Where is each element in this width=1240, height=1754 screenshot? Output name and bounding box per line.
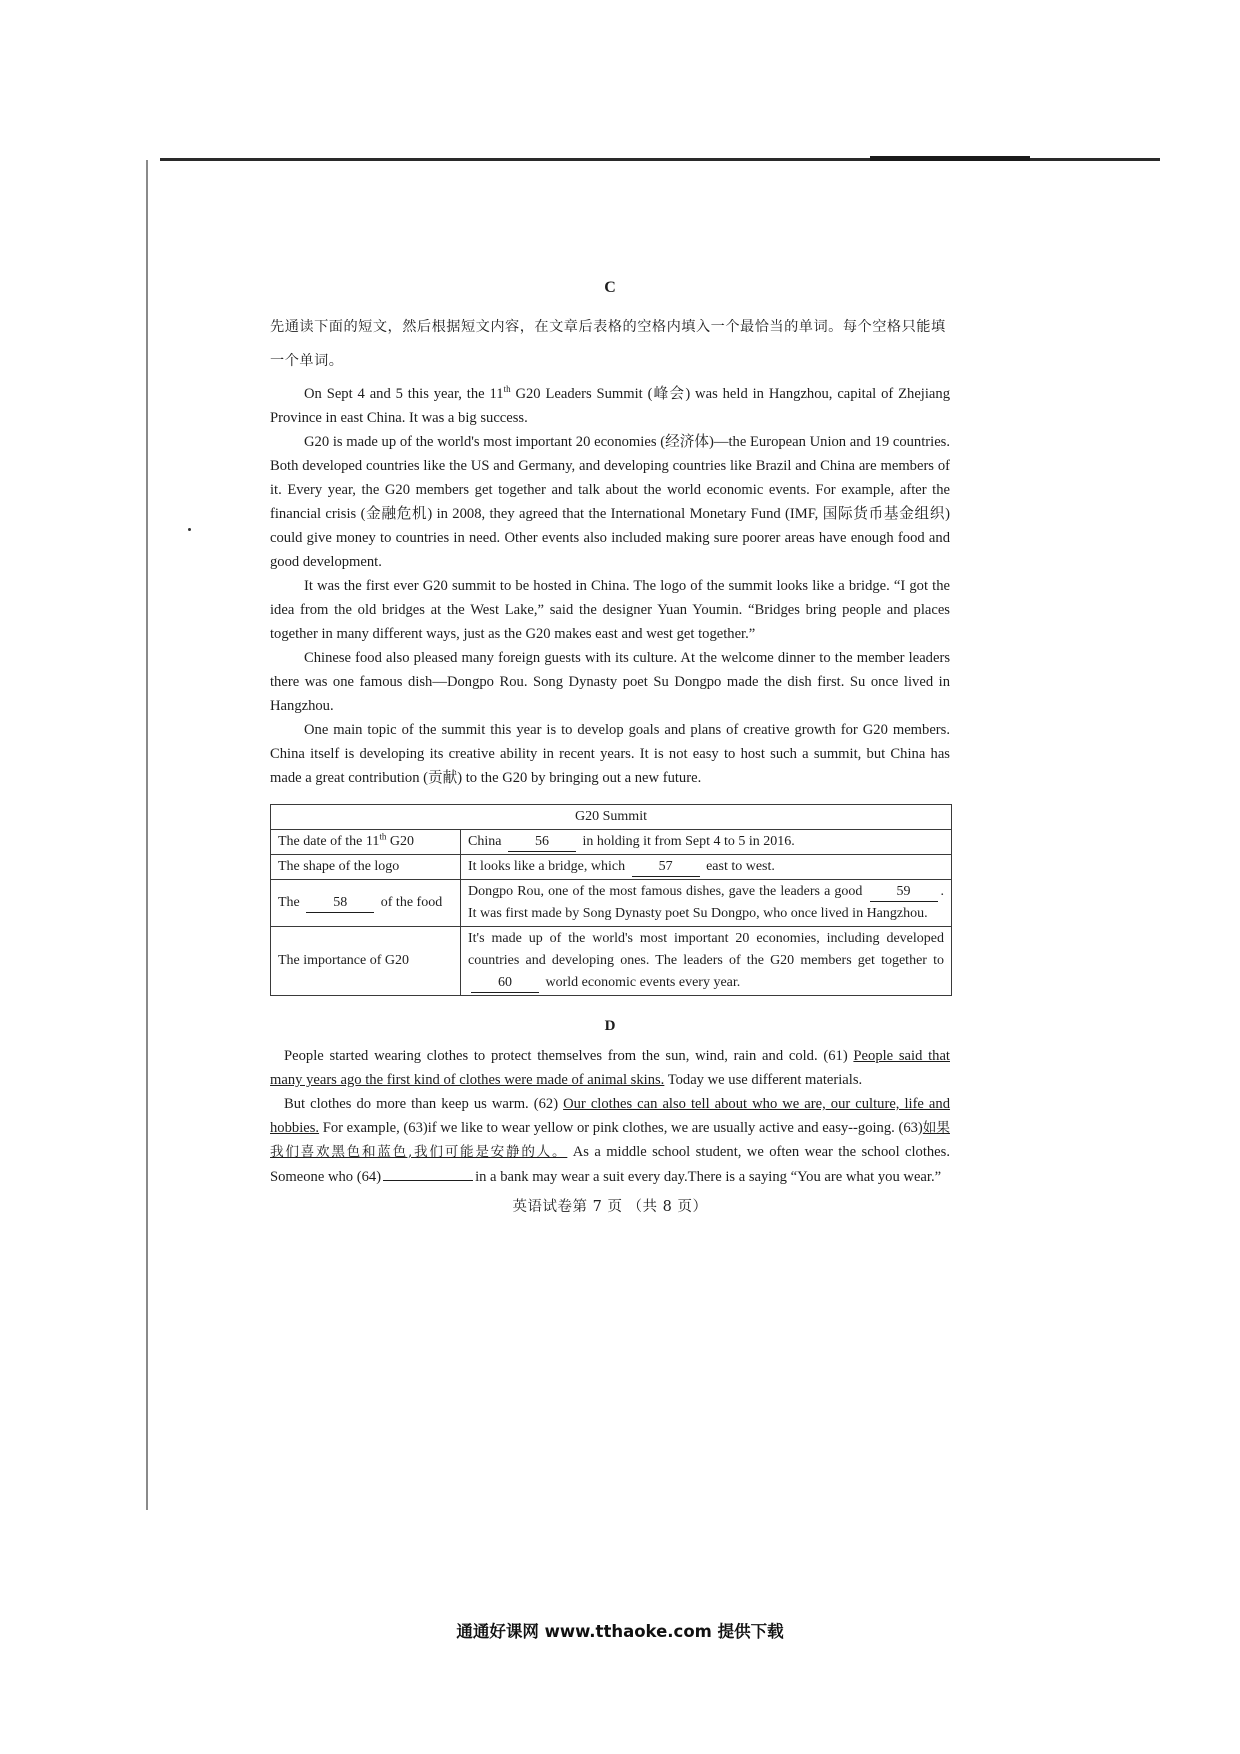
exam-page-content: [270, 276, 950, 1219]
passage-d-paragraph-2: [270, 1092, 950, 1189]
table-title: G20 Summit: [271, 805, 952, 830]
g20-summit-table: [270, 804, 952, 996]
row-label-date: [271, 830, 461, 855]
p1-superscript: th: [503, 384, 511, 395]
answer-blank-58[interactable]: 58: [306, 894, 374, 913]
d-p2-text-d: in a bank may wear a suit every day.There is a saying “You are what you wear.”: [475, 1169, 942, 1185]
section-d-title: D: [604, 1018, 616, 1034]
answer-blank-64[interactable]: [383, 1164, 473, 1181]
d-p1-text-b: Today we use different materials.: [667, 1072, 863, 1088]
row-label-food: [271, 880, 461, 927]
d-p2-text-b: For example, (63)if we like to wear yellow or pink clothes, we are usually active and easy--going. (63): [322, 1120, 923, 1136]
passage-c-paragraph-5: One main topic of the summit this year is to develop goals and plans of creative growth for G20 members. China itself is developing its creative ability in recent years. It is not easy to host such a summit, but China has made a great contribution (贡献) to the G20 by bringing out a new future.: [270, 722, 950, 786]
p1-text-a: On Sept 4 and 5 this year, the 11: [304, 386, 504, 402]
row-content-logo: [461, 855, 952, 880]
translate-sentence-62: Our clothes can also tell about who we are, our culture, life and hobbies.: [270, 1096, 951, 1136]
passage-c-paragraph-1: [270, 382, 950, 430]
margin-dot: [188, 528, 191, 531]
table-row: [271, 855, 952, 880]
label-text: The: [278, 895, 300, 910]
translate-sentence-63: 如果我们喜欢黑色和蓝色,我们可能是安静的人。: [270, 1120, 950, 1160]
cell-text: . It was first made by Song Dynasty poet Su Dongpo, who once lived in Hangzhou.: [468, 884, 945, 921]
label-text: The date of the 11: [278, 834, 380, 849]
header-rule-thick: [870, 156, 1030, 161]
cell-text: It's made up of the world's most important 20 economies, including developed countries and developing ones. The leaders of the G20 members get together to: [468, 931, 944, 968]
cell-text: world economic events every year.: [545, 975, 741, 990]
row-label-logo: The shape of the logo: [271, 855, 461, 880]
row-content-food: [461, 880, 952, 927]
cell-text: in holding it from Sept 4 to 5 in 2016.: [582, 834, 795, 849]
passage-c-paragraph-2: G20 is made up of the world's most important 20 economies (经济体)—the European Union and 19 countries. Both developed countries like the US and Germany, and developing countries like Brazil and China are members of it. Every year, the G20 members get together and talk about the world economic events. For example, after the financial crisis (金融危机) in 2008, they agreed that the International Monetary Fund (IMF, 国际货币基金组织) could give money to countries in need. Other events also included making sure poorer areas have enough food and good development.: [270, 434, 950, 570]
label-text: of the food: [380, 895, 443, 910]
passage-d-paragraph-1: [270, 1044, 950, 1092]
table-row: [271, 830, 952, 855]
answer-blank-57[interactable]: 57: [632, 858, 700, 877]
cell-text: China: [468, 834, 502, 849]
answer-blank-56[interactable]: 56: [508, 833, 576, 852]
cell-text: Dongpo Rou, one of the most famous dishes, gave the leaders a good: [468, 884, 863, 899]
binding-margin-line: [146, 160, 148, 1510]
d-p2-text: But clothes do more than keep us warm. (62): [284, 1096, 559, 1112]
passage-c-paragraph-3: It was the first ever G20 summit to be hosted in China. The logo of the summit looks like a bridge. “I got the idea from the old bridges at the West Lake,” said the designer Yuan Youmin. “Bridges bring people and places together in many different ways, just as the G20 makes east and west get together.”: [270, 578, 950, 642]
table-header-row: [271, 805, 952, 830]
answer-blank-60[interactable]: 60: [471, 974, 539, 993]
p1-text-b: G20 Leaders Summit (峰会) was held in Hangzhou, capital of Zhejiang Province in east China. It was a big success.: [270, 386, 950, 426]
row-label-importance: The importance of G20: [271, 927, 461, 996]
label-superscript: th: [379, 831, 387, 842]
section-c-title: C: [604, 279, 616, 296]
table-row: [271, 927, 952, 996]
page-number-footer: 英语试卷第 7 页 （共 8 页）: [512, 1199, 708, 1215]
answer-blank-59[interactable]: 59: [870, 883, 938, 902]
section-c-instruction: 先通读下面的短文，然后根据短文内容，在文章后表格的空格内填入一个最恰当的单词。每个空格只能填一个单词。: [270, 319, 946, 369]
d-p2-text-c: As a middle school student, we often wear the school clothes. Someone who (64): [270, 1144, 950, 1185]
table-row: [271, 880, 952, 927]
cell-text: It looks like a bridge, which: [468, 859, 626, 874]
question-number-61: (61): [823, 1048, 848, 1064]
d-p1-text: People started wearing clothes to protect themselves from the sun, wind, rain and cold.: [284, 1048, 818, 1064]
site-credit: 通通好课网 www.tthaoke.com 提供下载: [456, 1622, 784, 1641]
label-text: G20: [386, 834, 414, 849]
row-content-date: [461, 830, 952, 855]
cell-text: east to west.: [706, 859, 775, 874]
translate-sentence-61: People said that many years ago the first kind of clothes were made of animal skins.: [270, 1048, 950, 1088]
row-content-importance: [461, 927, 952, 996]
passage-c-paragraph-4: Chinese food also pleased many foreign guests with its culture. At the welcome dinner to the member leaders there was one famous dish—Dongpo Rou. Song Dynasty poet Su Dongpo made the dish first. Su once lived in Hangzhou.: [270, 650, 950, 714]
